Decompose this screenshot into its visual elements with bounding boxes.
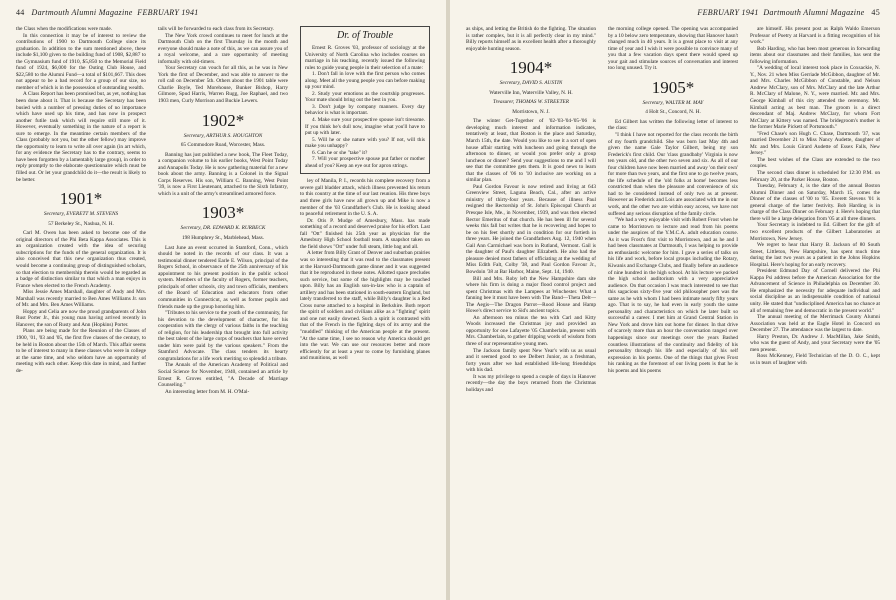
right-col3-notes [750, 26, 880, 366]
paragraph: It was my privilege to spend a couple of days in Hanover recently—the day the boys returned from the Christmas holidays and [466, 373, 596, 393]
right-running-head [466, 8, 880, 20]
paragraph: The annual meeting of the Merrimack County Alumni Association was held at the Eagle Hotel in Concord on December 27. The attendance was the largest to date. [750, 314, 880, 334]
paragraph: Tuesday, February 4, is the date of the annual Boston Alumni Dinner and on Saturday, March 15, comes the Dinner of the classes of '00 to '05. Everett Stevens '01 is general charge of the latter festivity. Bob Harding is in charge of the Class Dinner on February 4. Here's hoping that there will be a large delegation from '05 at all three dinners. [750, 183, 880, 222]
class-year-heading: 1902* [201, 110, 245, 130]
paragraph: "I think I have not reported for the class records the birth of my fourth grandchild. She was born last May 4th and given the name Gale Taylor Gilbert, being my son Frederick's first child. Our 'class grandbaby' Virginia is now ten years old, and the other two seven and six. As all of our four children have now been married and away 'on their own' for more than two years, and the first one to go twelve years, the life schedule of the 'old folks at home' becomes less constricted than when the pleasure and convenience of six had to be considered instead of only two as at present. However as Frederick and Lois are associated with me in our work, and the other two are within easy access, we have not suffered any serious disruption of the family circle. [608, 132, 738, 217]
paragraph: 7. Will your prospective spouse put father or mother ahead of you? Keep an eye out for apron strings. [305, 156, 425, 169]
paragraph: Your Secretary can vouch for all this, as he was in New York the first of December, and was able to answer to the roll call on December 5th. Others about the 1901 table were Charlie Boyle, Ted Morehouse, Bunker Bishop, Harry Gilmore, Spud Harris, Warren Rugg, Joe Raphael, and two 1903 men, Curly Morrison and Buckie Lewers. [158, 65, 288, 105]
paragraph: The New York crowd continues to meet for lunch at the Dartmouth Club on the first Thursday in the month and everyone should make a note of this, as we can assure you of a royal welcome, and a rare opportunity of meeting informally with old-timers. [158, 32, 288, 65]
paragraph: Your Secretary is indebted to Ed. Gilbert for the gift of two excellent products of the Gilbert Laboratories at Morristown, New Jersey. [750, 222, 880, 242]
paragraph: 2. Study your emotions as the courtship progresses. Your mate should bring out the best in you. [305, 90, 425, 104]
class-year-heading: 1903* [201, 203, 245, 223]
paragraph: The winter Get-Together of '02-'03-'04-'05-'06 is developing much interest and information indicates, tentatively at least, that Boston is the place and Saturday, March 15th, the date. Would you like to see it a sort of open house affair starting with luncheon and going through the afternoon to dinner, or would you prefer only a group luncheon or dinner? Send your suggestions to me and I will see that the committee gets them. It is good news to learn that the classes of '06 to '10 inclusive are working on a similar plan. [466, 118, 596, 184]
left-running-head [16, 8, 430, 20]
paragraph: are himself. His present post as Ralph Waldo Emerson Professor of Poetry at Harvard is a fitting recognition of his work." [750, 26, 880, 46]
paragraph: An afternoon tea minus the tea with Carl and Kitty Woods increased the Christmas joy and provided an opportunity for one Lafayette '05 Chamberlain, present with Mrs. Chamberlain, to gather dripping words of wisdom from three of our representative young men. [466, 314, 596, 347]
class-year-heading: 1901* [59, 189, 103, 209]
class-year-heading: 1904* [509, 58, 553, 78]
paragraph: 4. Make sure your prospective spouse isn't tiresome. If you think he's dull now, imagine what you'll have to put up with later. [305, 117, 425, 137]
left-issue-date: FEBRUARY 1941 [137, 8, 199, 17]
paragraph: Paul Gordon Favour is now retired and living at 643 Greenview Street, Laguna Beach, Cal., after an active ministry of thirty-four years. Because of illness Paul resigned the Rectorship of St. John's Episcopal Church at Presque Isle, Me., in November, 1939, and was then elected Rector Emeritus of that church. He has been ill for several weeks this fall but writes that he is recovering and hopes to be on his feet shortly and in condition for our fortieth in three years. He joined the Grandfathers Aug. 12, 1940 when Gail Ann Carmichael was born in Rutland, Vermont. Gail is the daughter of Paul's daughter Elizabeth. He also had the pleasure denied most fathers of officiating at the wedding of Miss Edith Falt, Colby '38, and Paul Gordon Favour Jr., Bowdoin '38 at Bar Harbor, Maine, Sept. 14, 1940. [466, 183, 596, 275]
right-page-number: 45 [871, 8, 880, 17]
class-secretary: Secretary, DAVID S. AUSTIN [499, 80, 563, 87]
secretary-address: 57 Berkeley St., Nashua, N. H. [48, 220, 114, 227]
paragraph: 5. Will he or she nature with you? If not, will this make you unhappy? [305, 136, 425, 150]
sidebar-box-title: Dr. of Trouble [336, 30, 394, 41]
paragraph: "Fred Chase's son Hugh C. Chase, Dartmouth '37, was married December 21 to Miss Nancy Audette, daughter of Mr. and Mrs. Louis Girard Audette of Essex Falls, New Jersey." [750, 130, 880, 157]
paragraph: "A wedding of local interest took place in Coxsackie, N. Y., Nov. 21 when Miss Gerriade McGibbon, daughter of Mr. and Mrs. Charles McGibbon of Constable, and Nelson Andrew McClary, son of Mrs. McClary and the late Arthur R. McClary of Malone, N. Y., were married. Mr. and Mrs. George Kimball of this city attended the ceremony. Mr. Kimball acting as best man. The groom is a direct descendant of Maj. Andrew McClary, for whom Fort McClary at Kittery was named. The bridegroom's mother is the former Marie Pickett of Portsmouth." [750, 65, 880, 131]
paragraph: A Class Report has been promised but, as yet, nothing has been done about it. That is because the Secretary has been busied with a number of pressing duties of no importance which have used up his time, and has now in prospect another futile task which will require still more of it. However, eventually something in the nature of a report is sure to emerge. In the meantime certain members of the Class (probably not you, but the other fellow) may improve the opportunity to learn to write all over again (in art which, for any evidence the Secretary has to the contrary, seems to have been forgotten by a lamentably large group), in order to reply promptly to the elaborate questionnaire which must be filled out. Or let your grandchild do it—the result is likely to be better. [16, 91, 146, 183]
paragraph: Ernest R. Groves '03, professor of sociology at the University of North Carolina who includes courses on marriage in his teaching, recently issued the following rules to guide young people in their selection of a mate: [305, 45, 425, 71]
paragraph: The second class dinner is scheduled for 12:30 P.M. on February 20, at the Parker House, Boston. [750, 170, 880, 183]
paragraph: "Tributes to his service to the youth of the community, for his devotion to the development of character, for his cooperation with the clergy of various faiths in the teaching of religion, for his leadership that brought into full activity the best talent of the large corps of teachers that have served under him were paid by the various speakers." From the Stamford Advocate. The class tenders its hearty congratulations for a life work meriting so splendid a tribute. [158, 310, 288, 362]
right-columns [466, 26, 880, 594]
right-column-2 [608, 26, 738, 594]
paragraph: The Annals of the American Academy of Political and Social Science for November, 1940, contained an article by Ernest R. Groves entitled, "A Decade of Marriage Counseling." [158, 362, 288, 389]
paragraph: Ed Gilbert has written the following letter of interest to the class: [608, 118, 738, 132]
paragraph: In this connection it may be of interest to review the contributions of 1900 to Dartmouth College since its graduation. In addition to the sum mentioned above, these include $1,100 given to the building fund of 1908, $2,887 to the Gymnasium fund of 1910, $5,850 to the Memorial Field fund of 1924, $6,000 for the Outing Club House, and $22,580 to the Alumni Fund—a total of $101,667. This does not appear to be a bad record for a group of our size, no member of which is in the possession of outstanding wealth. [16, 32, 146, 91]
left-page [0, 0, 446, 600]
left-column-2 [158, 26, 288, 594]
secretary-address: Waterville Inn, Waterville Valley, N. H. [489, 89, 573, 96]
paragraph: the morning college opened. The opening was accompanied by a 10 below zero temperature, showing that Hanover hasn't changed much in 40 years. It is a great place to visit at any time of year and I wish it were possible to convince many of you that a few vacation days spent there would speed up your gait and stimulate sources of conversation and interest too long unused. Try it. [608, 26, 738, 72]
paragraph: Carl M. Owen has been asked to become one of the original directors of the Phi Beta Kappa Associates. This is an organization created with the idea of securing subscriptions for the funds of the general organization. It is also conceived that this new organization thus created, would become a continuing group of distinguished scholars, so that election to membership therein would be regarded as a badge of distinction similar to that which a man enjoys in France when elected to the French Academy. [16, 230, 146, 289]
left-page-number: 44 [16, 8, 25, 17]
paragraph: "We had a very enjoyable visit with Robert Frost when he came to Morristown to lecture and read from his poems under the auspices of the Y.M.C.A. adult education course. As it was Frost's first visit to Morristown, and as he and I had been classmates at Dartmouth, I was helping to provide an enthusiastic welcome for him. I gave a series of talks on his life and work, before local groups including the Rotary, Kiwanis and Exchange Clubs, and finally before an audience of nine hundred in the high school. At his lecture we packed the high school auditorium with a very appreciative audience. On that occasion I was much interested to see that this sagacious sixty-five year old philosopher poet was the same as he with whom I had been intimate nearly fifty years ago. That is to say, he had even in early youth the same personality and characteristics on which he later built so successful a career. I met him at Grand Central Station in New York and drove him out home for dinner. In that drive of scarcely more than an hour the conversation ranged over happenings since our meetings over the years Bashed countless illustrations of the continuity and fidelity of his personality through his life and especially of his self expression in his poems. One of the things that gives Frost his ranking as the foremost of our living poets is that he is his poems and his poems [608, 217, 738, 374]
right-column-1 [466, 26, 596, 594]
left-col1-notes [16, 230, 146, 374]
left-col2-intro [158, 26, 288, 105]
left-col3-notes [300, 178, 430, 361]
paragraph: tails will be forwarded to each class from its Secretary. [158, 26, 275, 32]
class-treasurer: Treasurer, THOMAS W. STREETER [492, 99, 570, 106]
paragraph: Hoppy and Celia are now the proud grandparents of John Rust Porter Jr., this young man having arrived recently in Hanover, the son of Rusty and Ann (Hopkins) Porter. [16, 308, 146, 328]
secretary-address: 65 Commodore Road, Worcester, Mass. [180, 142, 266, 149]
paragraph: We regret to hear that Harry B. Jackson of 80 South Street, Littleton, New Hampshire, has spent much time during the last two years as a patient in the Johns Hopkins Hospital. Here's hoping for an early recovery. [750, 242, 880, 268]
paragraph: Ross McKenney, Field Technician of the D. O. C., kept us in tears of laughter with [750, 353, 880, 366]
paragraph: as ships, and letting the British do the fighting. The situation is rather complex, but it is all perfectly clear in my mind." Billy reports himself as in excellent health after a thoroughly enjoyable hunting season. [466, 26, 596, 52]
paragraph: An interesting letter from M. H. O'Mal- [165, 388, 250, 395]
right-col1-intro [466, 26, 596, 52]
sidebar-box [300, 26, 430, 174]
paragraph: The Jackson family spent New Year's with us as usual and it seemed good to see Delbert Junior, as a freshman, forty years after we had established life-long friendships with his dad. [466, 347, 596, 374]
class-secretary: Secretary, DR. EDWARD K. RURBECK [180, 225, 266, 232]
right-issue-date: FEBRUARY 1941 [697, 8, 759, 17]
right-col2-notes [608, 119, 738, 374]
left-col2-notes [158, 152, 288, 198]
class-secretary: Secretary, WALTER M. MAY [642, 99, 704, 106]
paragraph: Miss Jessie Ames Marshall, daughter of Andy and Mrs. Marshall was recently married to Ben Ames Williams Jr. son of Mr. and Mrs. Ben Ames Williams. [16, 289, 146, 309]
left-col1-intro [16, 26, 146, 183]
left-columns [16, 26, 430, 594]
secretary-address: 198 Humphrey St., Marblehead, Mass. [181, 235, 265, 242]
left-column-3 [300, 26, 430, 594]
paragraph: President Edmund Day of Cornell delivered the Phi Kappa Psi address before the American Association for the Advancement of Science in Philadelphia on December 30. He emphasized the necessity for adequate individual and social discipline as an indispensable condition of national unity. He stated that "undisciplined America has no chance at all of remaining free and democratic in the present world." [750, 268, 880, 314]
secretary-address: 4 Holt St., Concord, N. H. [645, 109, 701, 116]
paragraph: Banning has just published a new book, The Fleet Today, a companion volume to his earlier books, West Point Today and Annapolis Today. He is now gathering material for a new book about the army. Banning is a Colonel in the Signal Corps Reserves. His son, William C. Banning, West Point '39, is now a First Lieutenant, attached to the Sixth Infantry, which is a unit of the army's streamlined armored force. [158, 151, 288, 197]
left-column-1 [16, 26, 146, 594]
class-year-heading: 1905* [651, 77, 695, 97]
right-column-3 [750, 26, 880, 594]
right-col2-intro [608, 26, 738, 72]
left-magazine-title: Dartmouth Alumni Magazine [31, 8, 133, 17]
class-secretary: Secretary, EVERETT M. STEVENS [43, 211, 119, 218]
right-col1-notes [466, 118, 596, 393]
treasurer-address: Morristown, N. J. [512, 108, 550, 115]
paragraph: Bill and Mrs. Roby left the New Hampshire dam site where his firm is doing a major flood control project and spent Christmas with the Lampees at Winchester. What a fanning bee it must have been with The Band—Theta Delt—The Aegis—The Dragon Parrot—Rood House and Hamp Howe's direct service to Sid's ancient topics. [466, 275, 596, 315]
paragraph: Plans are being made for the Reunion of the Classes of 1900, '01, '03 and '05, the first five classes of the century, to be held in Boston about the 15th of March. This affair seems to be of interest to many in these classes who were in college at the same time, and who seldom have an opportunity of meeting with each other. Keep this date in mind, and further de- [16, 328, 146, 374]
paragraph: The best wishes of the Class are extended to the two couples. [750, 156, 880, 170]
paragraph: Harry Preston, Dr. Andrew J. MacMillan, Jake Smith, who was the guest of Andy, and your Secretary were the '05 men present. [750, 333, 880, 353]
paragraph: 3. Don't judge by company manners. Every day behavior is what is important. [305, 103, 425, 117]
right-magazine-title: Dartmouth Alumni Magazine [763, 8, 865, 17]
left-col2-notes-b [158, 245, 288, 396]
paragraph: the Class when the modifications were made. [16, 26, 113, 32]
paragraph: ley of Manila, P. I., records his complete recovery from a severe gall bladder attack, which illness prevented his return to this country at the time of our last reunion. His three boys and three girls have now all grown up and Mike is now a member of the '03 Grandfather's Club. He is looking ahead to peaceful retirement in the U. S. A. [300, 178, 430, 218]
class-secretary: Secretary, ARTHUR S. HOUGHTON [183, 132, 263, 139]
paragraph: Last June an event occurred in Stamford, Conn., which should be noted in the records of our class. It was a testimonial dinner tendered Earle E. Wilson, principal of the Rogers School, in observance of the 25th anniversary of his appointment to his present position in the public school system. Members of the faculty of Rogers, former teachers, principals of other schools, city and town officials, members of the Board of Education and educators from other communities in Connecticut, as well as former pupils and friends made up the group honoring him. [158, 244, 288, 310]
paragraph: Dr. Otis P. Mudge of Amesbury, Mass. has made something of a record and deserved praise for his effort. Last fall "Ott" finished his 25th year as physician for the Amesbury High School football team. A snapshot taken on the field shows "Ott" under full steam, little bag and all. [300, 217, 430, 250]
right-page [450, 0, 896, 600]
paragraph: A letter from Billy Grant of Denver and suburban prairies was so interesting that it was read to the classmates present at the Harvard-Dartmouth game dinner and it was suggested that it be reproduced in these notes. Allotted space precludes such service, but some of the highlights may be touched upon. Billy has an English son-in-law who is a captain of artillery and has been stationed in south-eastern England, but lately transferred to the staff, while Billy's daughter is a Red Cross nurse attached to a hospital in Berkshire. Both report the spirit of soldiers and civilians alike as a "fighting" spirit and one not easily downed. Such a spirit is contrasted with that of the French in the fighting days of its army and the "muddled" thinking of the American people at the present. "At the same time, I see no reason why America should get into the war. We can use our resources better and more efficiently for at least a year to come by furnishing planes and munitions, as well [300, 250, 430, 362]
paragraph: Bob Harding, who has been most generous in forwarding items about our classmates and their families, has sent the following information. [750, 45, 880, 65]
paragraph: 6. Can he or she "take" it? [312, 149, 368, 156]
paragraph: 1. Don't fall in love with the first person who comes along. Meet all the young people you can before making up your mind. [305, 71, 425, 91]
sidebar-box-body [305, 45, 425, 169]
